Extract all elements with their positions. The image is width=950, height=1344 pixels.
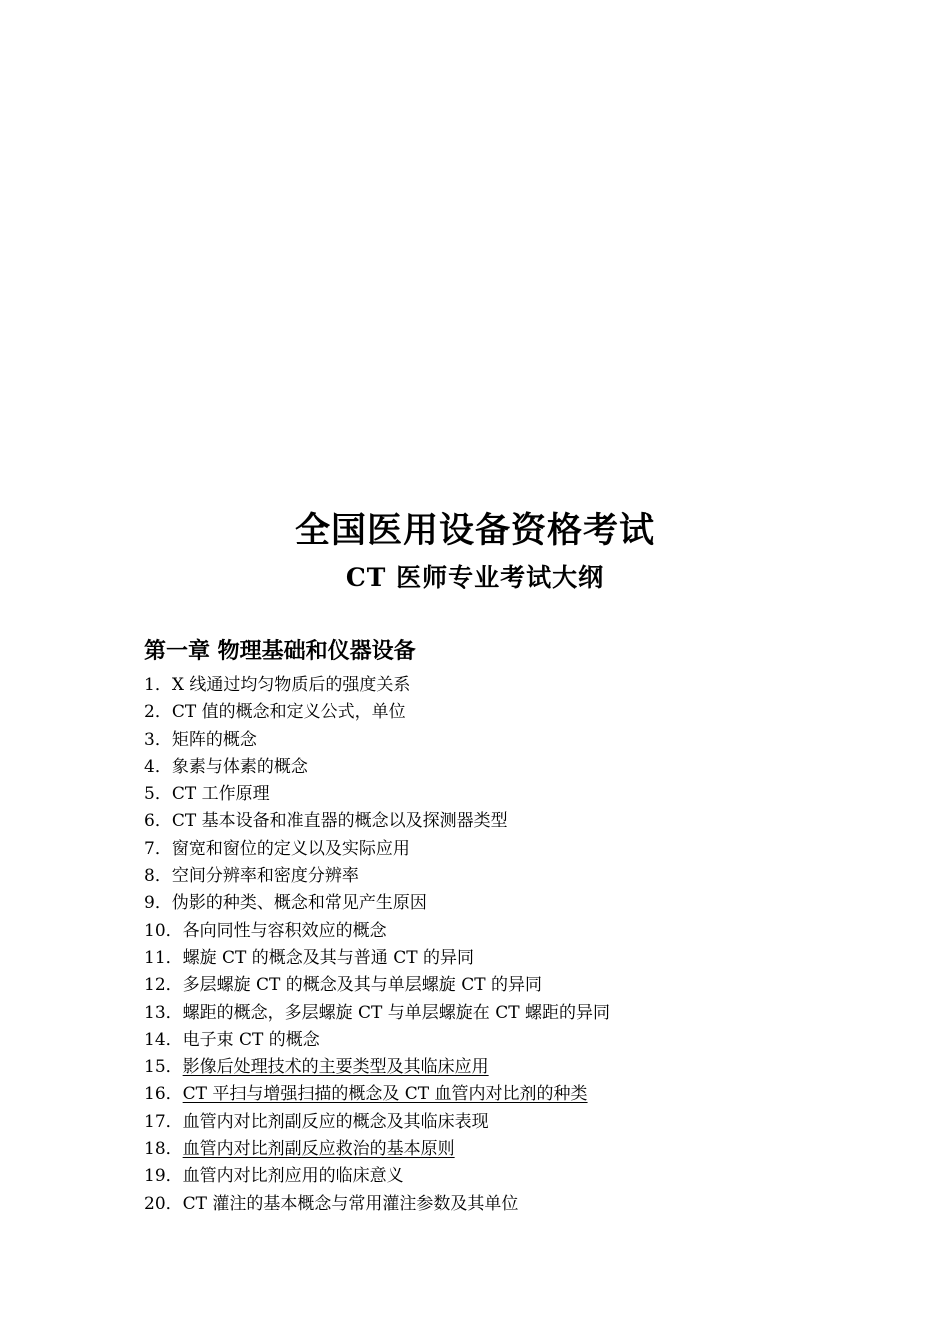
- item-number: 19．: [144, 1166, 183, 1187]
- item-number: 4．: [144, 756, 172, 777]
- list-item: [144, 972, 610, 999]
- list-item: [144, 1054, 610, 1081]
- list-item: [144, 754, 610, 781]
- item-number: 10．: [144, 920, 183, 941]
- item-text: 血管内对比剂应用的临床意义: [182, 1166, 404, 1187]
- list-item: [144, 836, 610, 863]
- item-number: 8．: [144, 866, 172, 887]
- item-text: 螺旋 CT 的概念及其与普通 CT 的异同: [182, 947, 474, 968]
- document-subtitle: CT 医师专业考试大纲: [345, 563, 605, 592]
- list-item: [144, 727, 610, 754]
- item-number: 11．: [144, 947, 183, 968]
- item-number: 16．: [144, 1084, 183, 1105]
- item-number: 3．: [144, 729, 172, 750]
- item-number: 13．: [144, 1002, 183, 1023]
- item-text: 象素与体素的概念: [171, 756, 308, 777]
- list-item: [144, 918, 610, 945]
- item-number: 5．: [144, 784, 172, 805]
- item-text: 伪影的种类、概念和常见产生原因: [171, 893, 427, 914]
- item-text: CT 工作原理: [171, 784, 270, 805]
- syllabus-list: [144, 672, 610, 1218]
- chapter-heading: 第一章 物理基础和仪器设备: [144, 639, 416, 664]
- item-text: 各向同性与容积效应的概念: [182, 920, 387, 941]
- item-number: 2．: [144, 702, 172, 723]
- list-item: [144, 1027, 610, 1054]
- list-item: [144, 890, 610, 917]
- item-text: 窗宽和窗位的定义以及实际应用: [171, 838, 410, 859]
- item-text: 血管内对比剂副反应救治的基本原则: [182, 1139, 455, 1160]
- item-number: 1．: [144, 675, 172, 695]
- item-number: 14．: [144, 1029, 183, 1050]
- item-number: 18．: [144, 1139, 183, 1160]
- item-text: 血管内对比剂副反应的概念及其临床表现: [182, 1111, 489, 1132]
- item-number: 6．: [144, 811, 172, 832]
- item-text: 电子束 CT 的概念: [182, 1029, 320, 1050]
- item-text: 空间分辨率和密度分辨率: [171, 866, 359, 887]
- list-item: [144, 1000, 610, 1027]
- list-item: [144, 808, 610, 835]
- list-item: [144, 1163, 610, 1190]
- item-number: 12．: [144, 975, 183, 996]
- document-title: 全国医用设备资格考试: [294, 511, 655, 551]
- list-item: [144, 1136, 610, 1163]
- item-number: 15．: [144, 1057, 183, 1078]
- item-text: 螺距的概念，多层螺旋 CT 与单层螺旋在 CT 螺距的异同: [182, 1002, 610, 1023]
- list-item: [144, 699, 610, 726]
- list-item: [144, 781, 610, 808]
- item-text: 影像后处理技术的主要类型及其临床应用: [182, 1057, 489, 1078]
- item-text: CT 灌注的基本概念与常用灌注参数及其单位: [182, 1193, 519, 1214]
- item-number: 7．: [144, 838, 172, 859]
- item-text: 矩阵的概念: [171, 729, 257, 750]
- item-number: 20．: [144, 1193, 183, 1214]
- item-number: 9．: [144, 893, 172, 914]
- item-text: 多层螺旋 CT 的概念及其与单层螺旋 CT 的异同: [182, 975, 542, 996]
- item-text: X 线通过均匀物质后的强度关系: [171, 675, 411, 695]
- list-item: [144, 1191, 610, 1218]
- item-text: CT 基本设备和准直器的概念以及探测器类型: [171, 811, 508, 832]
- list-item: [144, 1109, 610, 1136]
- item-number: 17．: [144, 1111, 183, 1132]
- list-item: [144, 1081, 610, 1108]
- list-item: [144, 672, 610, 699]
- item-text: CT 值的概念和定义公式，单位: [171, 702, 406, 723]
- list-item: [144, 945, 610, 972]
- list-item: [144, 863, 610, 890]
- item-text: CT 平扫与增强扫描的概念及 CT 血管内对比剂的种类: [182, 1084, 588, 1105]
